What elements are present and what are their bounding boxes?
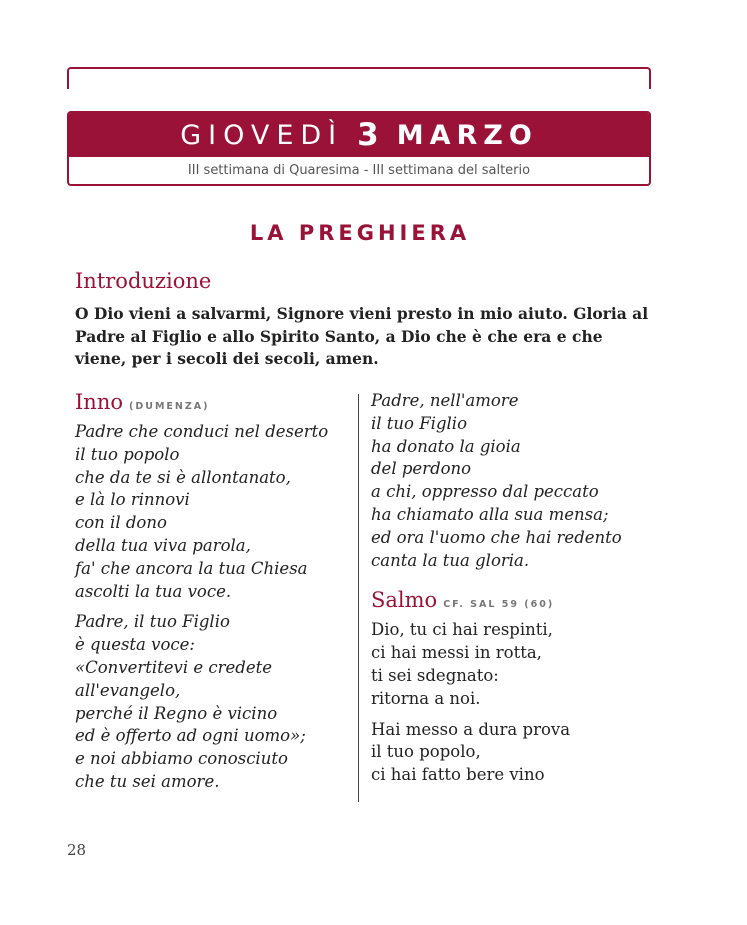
salmo-stanza-1: Dio, tu ci hai respinti, ci hai messi in rotta, ti sei sdegnato: ritorna a noi. (371, 620, 553, 708)
inno-heading-row (75, 390, 355, 414)
inno-note: (DUMENZA) (129, 401, 210, 412)
inno-stanza-3: Padre, nell'amore il tuo Figlio ha donato la gioia del perdono a chi, oppresso dal peccato ha chiamato alla sua mensa; ed ora l'uomo che hai redento canta la tua gloria. (371, 391, 622, 570)
introduzione-heading: Introduzione (75, 269, 212, 293)
week-subtitle: III settimana di Quaresima - III settimana del salterio (187, 163, 531, 178)
month-name: MARZO (396, 119, 538, 151)
salmo-heading-row (371, 588, 661, 612)
top-tab-frame (67, 67, 651, 89)
section-title: LA PREGHIERA (249, 221, 471, 245)
salmo-note: CF. SAL 59 (60) (443, 599, 555, 611)
date-number: 3 (357, 117, 379, 153)
inno-stanza-2: Padre, il tuo Figlio è questa voce: «Convertitevi e credete all'evangelo, perché il Regno è vicino ed è offerto ad ogni uomo»; e noi abbiamo conosciuto che tu sei amore. (75, 612, 306, 791)
salmo-stanza-2: Hai messo a dura prova il tuo popolo, ci hai fatto bere vino (371, 719, 571, 785)
column-divider (358, 394, 359, 802)
salmo-heading: Salmo (371, 588, 438, 613)
introduzione-text: O Dio vieni a salvarmi, Signore vieni presto in mio aiuto. Gloria al Padre al Figlio e allo Spirito Santo, a Dio che è che era e che viene, per i secoli dei secoli, amen. (75, 304, 649, 368)
date-banner (67, 111, 651, 186)
date-heading (69, 113, 649, 157)
left-column (75, 390, 355, 802)
day-name: GIOVEDÌ (180, 119, 344, 151)
page-number: 28 (67, 841, 87, 859)
right-column (371, 390, 661, 795)
inno-stanza-1: Padre che conduci nel deserto il tuo popolo che da te si è allontanato, e là lo rinnovi con il dono della tua viva parola, fa' che ancora la tua Chiesa ascolti la tua voce. (75, 422, 329, 601)
inno-heading: Inno (75, 390, 123, 414)
